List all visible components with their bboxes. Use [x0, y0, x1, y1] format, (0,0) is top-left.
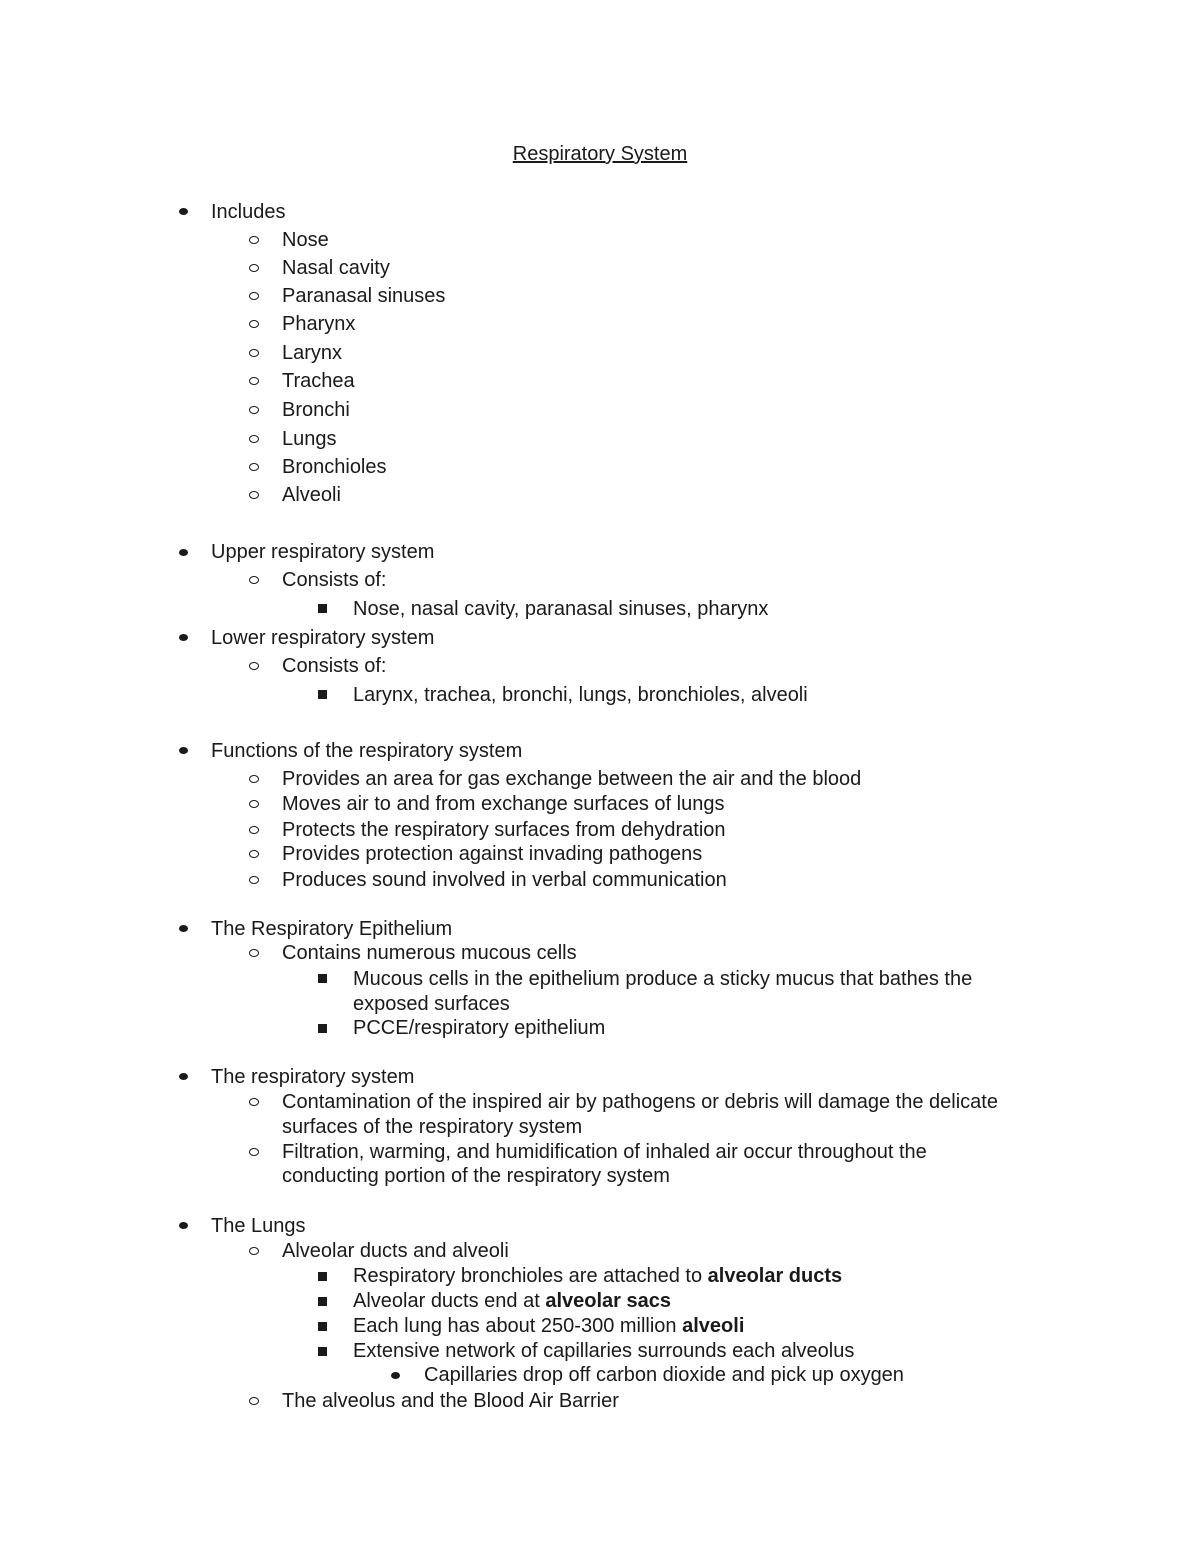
- list-item: Capillaries drop off carbon dioxide and pick up oxygen: [424, 1364, 904, 1386]
- bullet-circle-icon: [249, 463, 259, 471]
- bullet-square-icon: [318, 1322, 327, 1331]
- list-item: Contamination of the inspired air by pathogens or debris will damage the delicate: [282, 1091, 998, 1113]
- list-item: Filtration, warming, and humidification of inhaled air occur throughout the: [282, 1141, 927, 1163]
- list-item: Alveoli: [282, 484, 341, 506]
- bullet-circle-icon: [249, 1098, 259, 1106]
- bullet-circle-icon: [249, 264, 259, 272]
- list-item-continuation: exposed surfaces: [353, 993, 510, 1015]
- item-bold-term: alveolar sacs: [545, 1290, 671, 1312]
- bullet-circle-icon: [249, 1247, 259, 1255]
- bullet-circle-icon: [249, 292, 259, 300]
- bullet-circle-icon: [249, 236, 259, 244]
- list-item: Mucous cells in the epithelium produce a sticky mucus that bathes the: [353, 968, 973, 990]
- section-heading-upper: Upper respiratory system: [211, 541, 435, 563]
- list-item: Nose: [282, 229, 329, 251]
- list-item: Consists of:: [282, 569, 387, 591]
- list-item: Nose, nasal cavity, paranasal sinuses, pharynx: [353, 598, 769, 620]
- item-text: Respiratory bronchioles are attached to: [353, 1265, 708, 1287]
- list-item-continuation: conducting portion of the respiratory system: [282, 1165, 670, 1187]
- bullet-circle-icon: [249, 491, 259, 499]
- bullet-square-icon: [318, 1297, 327, 1306]
- section-heading-lungs: The Lungs: [211, 1215, 306, 1237]
- bullet-circle-icon: [249, 826, 259, 834]
- bullet-circle-icon: [249, 850, 259, 858]
- list-item: Nasal cavity: [282, 257, 390, 279]
- list-item: [353, 1263, 842, 1289]
- item-text: Each lung has about 250-300 million: [353, 1315, 683, 1337]
- bullet-square-icon: [318, 1347, 327, 1356]
- section-heading-system: The respiratory system: [211, 1066, 415, 1088]
- list-item: [353, 1313, 744, 1339]
- item-bold-term: alveoli: [682, 1315, 745, 1337]
- bullet-circle-icon: [249, 349, 259, 357]
- list-item: Provides an area for gas exchange between the air and the blood: [282, 768, 862, 790]
- list-item: Contains numerous mucous cells: [282, 942, 577, 964]
- list-item: PCCE/respiratory epithelium: [353, 1017, 606, 1039]
- list-item: Produces sound involved in verbal communication: [282, 869, 727, 891]
- list-item: [353, 1288, 671, 1314]
- bullet-disc-icon: [179, 208, 188, 215]
- list-item: Larynx: [282, 342, 343, 364]
- page-title: Respiratory System: [512, 143, 688, 165]
- list-item: Bronchi: [282, 399, 350, 421]
- bullet-circle-icon: [249, 377, 259, 385]
- item-bold-term: alveolar ducts: [707, 1265, 843, 1287]
- bullet-circle-icon: [249, 576, 259, 584]
- section-heading-functions: Functions of the respiratory system: [211, 740, 523, 762]
- bullet-disc-icon: [179, 1222, 188, 1229]
- bullet-square-icon: [318, 690, 327, 699]
- bullet-disc-icon: [391, 1372, 400, 1379]
- bullet-square-icon: [318, 1024, 327, 1033]
- section-heading-includes: Includes: [211, 201, 286, 223]
- bullet-disc-icon: [179, 925, 188, 932]
- item-text: Alveolar ducts end at: [353, 1290, 546, 1312]
- list-item: Lungs: [282, 428, 337, 450]
- list-item: Consists of:: [282, 655, 387, 677]
- list-item: Provides protection against invading pathogens: [282, 843, 703, 865]
- bullet-square-icon: [318, 604, 327, 613]
- bullet-disc-icon: [179, 634, 188, 641]
- bullet-circle-icon: [249, 662, 259, 670]
- bullet-circle-icon: [249, 1148, 259, 1156]
- bullet-circle-icon: [249, 1397, 259, 1405]
- bullet-circle-icon: [249, 406, 259, 414]
- bullet-circle-icon: [249, 775, 259, 783]
- list-item-continuation: surfaces of the respiratory system: [282, 1116, 583, 1138]
- list-item: Larynx, trachea, bronchi, lungs, bronchioles, alveoli: [353, 684, 808, 706]
- bullet-circle-icon: [249, 435, 259, 443]
- bullet-square-icon: [318, 974, 327, 983]
- list-item: Paranasal sinuses: [282, 285, 446, 307]
- bullet-circle-icon: [249, 800, 259, 808]
- list-item: Trachea: [282, 370, 355, 392]
- list-item: Bronchioles: [282, 456, 387, 478]
- list-item: Pharynx: [282, 313, 356, 335]
- list-item: Alveolar ducts and alveoli: [282, 1240, 509, 1262]
- bullet-disc-icon: [179, 1073, 188, 1080]
- list-item: Extensive network of capillaries surrounds each alveolus: [353, 1340, 855, 1362]
- bullet-circle-icon: [249, 949, 259, 957]
- bullet-disc-icon: [179, 747, 188, 754]
- list-item: The alveolus and the Blood Air Barrier: [282, 1390, 619, 1412]
- list-item: Moves air to and from exchange surfaces of lungs: [282, 793, 725, 815]
- section-heading-lower: Lower respiratory system: [211, 627, 435, 649]
- bullet-square-icon: [318, 1272, 327, 1281]
- bullet-circle-icon: [249, 320, 259, 328]
- bullet-disc-icon: [179, 549, 188, 556]
- list-item: Protects the respiratory surfaces from dehydration: [282, 819, 726, 841]
- bullet-circle-icon: [249, 876, 259, 884]
- section-heading-epithelium: The Respiratory Epithelium: [211, 918, 453, 940]
